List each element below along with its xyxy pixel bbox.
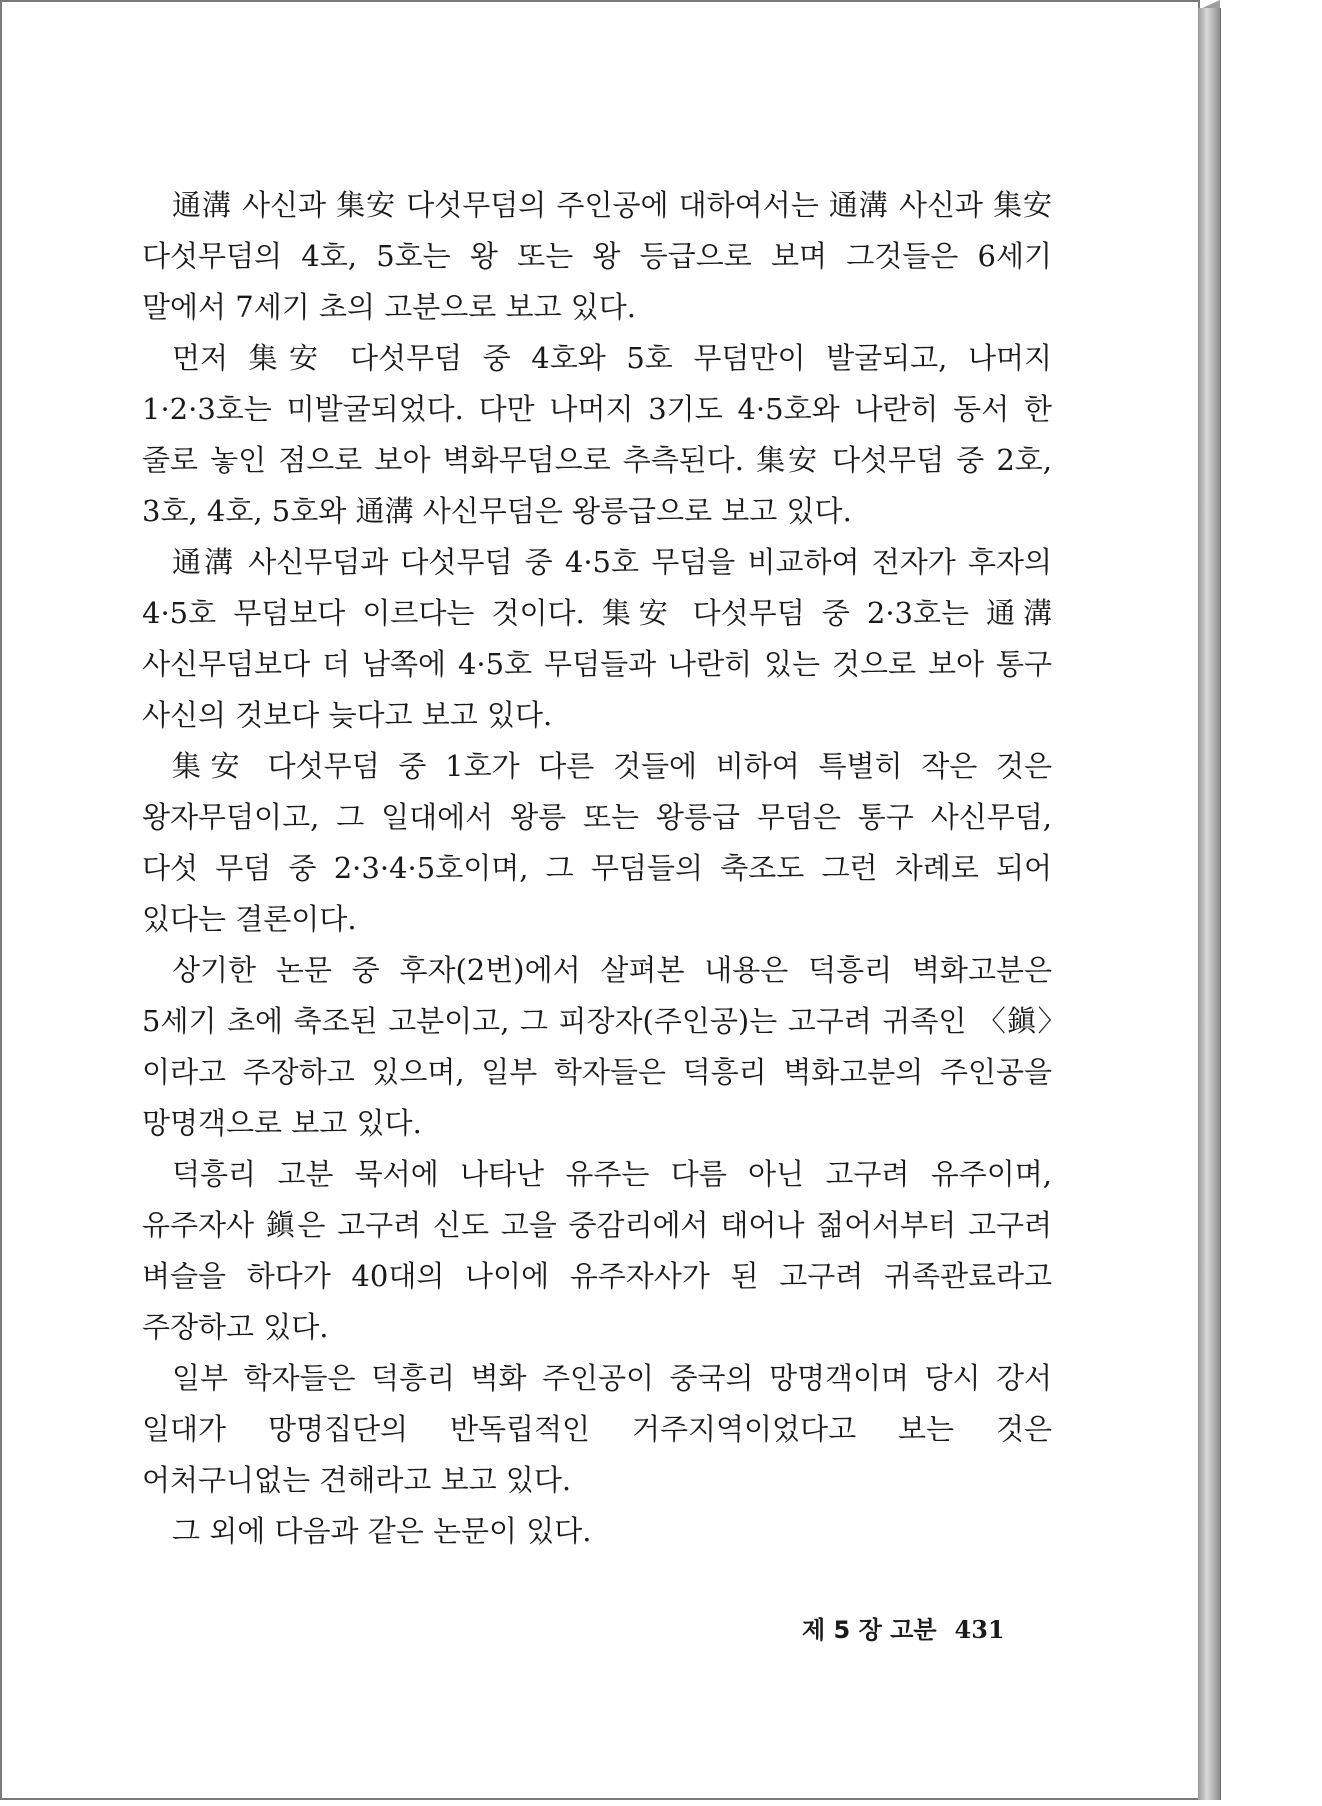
paragraph: 덕흥리 고분 묵서에 나타난 유주는 다름 아닌 고구려 유주이며, 유주자사 鎭은 고구려 신도 고을 중감리에서 태어나 젊어서부터 고구려 벼슬을 하다가 40대의 나이에 유주자사가 된 고구려 귀족관료라고 주장하고 있다. [142,1157,1052,1344]
chapter-label: 제 5 장 고분 [802,1616,937,1644]
paragraph: 通溝 사신과 集安 다섯무덤의 주인공에 대하여서는 通溝 사신과 集安 다섯무덤의 4호, 5호는 왕 또는 왕 등급으로 보며 그것들은 6세기 말에서 7세기 초의 고분으로 보고 있다. [142,188,1052,324]
body-text [142,180,1052,1557]
paragraph: 그 외에 다음과 같은 논문이 있다. [172,1514,592,1548]
page-stack-edge [1198,8,1221,1800]
paragraph: 먼저 集安 다섯무덤 중 4호와 5호 무덤만이 발굴되고, 나머지 1·2·3호는 미발굴되었다. 다만 나머지 3기도 4·5호와 나란히 동서 한 줄로 놓인 점으로 보아 벽화무덤으로 추측된다. 集安 다섯무덤 중 2호, 3호, 4호, 5호와 通溝 사신무덤은 왕릉급으로 보고 있다. [142,341,1052,528]
paragraph: 일부 학자들은 덕흥리 벽화 주인공이 중국의 망명객이며 당시 강서 일대가 망명집단의 반독립적인 거주지역이었다고 보는 것은 어처구니없는 견해라고 보고 있다. [142,1361,1052,1497]
page-number: 431 [954,1615,1005,1644]
paragraph: 通溝 사신무덤과 다섯무덤 중 4·5호 무덤을 비교하여 전자가 후자의 4·5호 무덤보다 이르다는 것이다. 集安 다섯무덤 중 2·3호는 通溝 사신무덤보다 더 남쪽에 4·5호 무덤들과 나란히 있는 것으로 보아 통구 사신의 것보다 늦다고 보고 있다. [142,545,1052,732]
paragraph: 集安 다섯무덤 중 1호가 다른 것들에 비하여 특별히 작은 것은 왕자무덤이고, 그 일대에서 왕릉 또는 왕릉급 무덤은 통구 사신무덤, 다섯 무덤 중 2·3·4·5호이며, 그 무덤들의 축조도 그런 차례로 되어 있다는 결론이다. [142,749,1052,936]
paragraph: 상기한 논문 중 후자(2번)에서 살펴본 내용은 덕흥리 벽화고분은 5세기 초에 축조된 고분이고, 그 피장자(주인공)는 고구려 귀족인 〈鎭〉이라고 주장하고 있으며, 일부 학자들은 덕흥리 벽화고분의 주인공을 망명객으로 보고 있다. [142,953,1052,1140]
page-footer [802,1608,1052,1652]
